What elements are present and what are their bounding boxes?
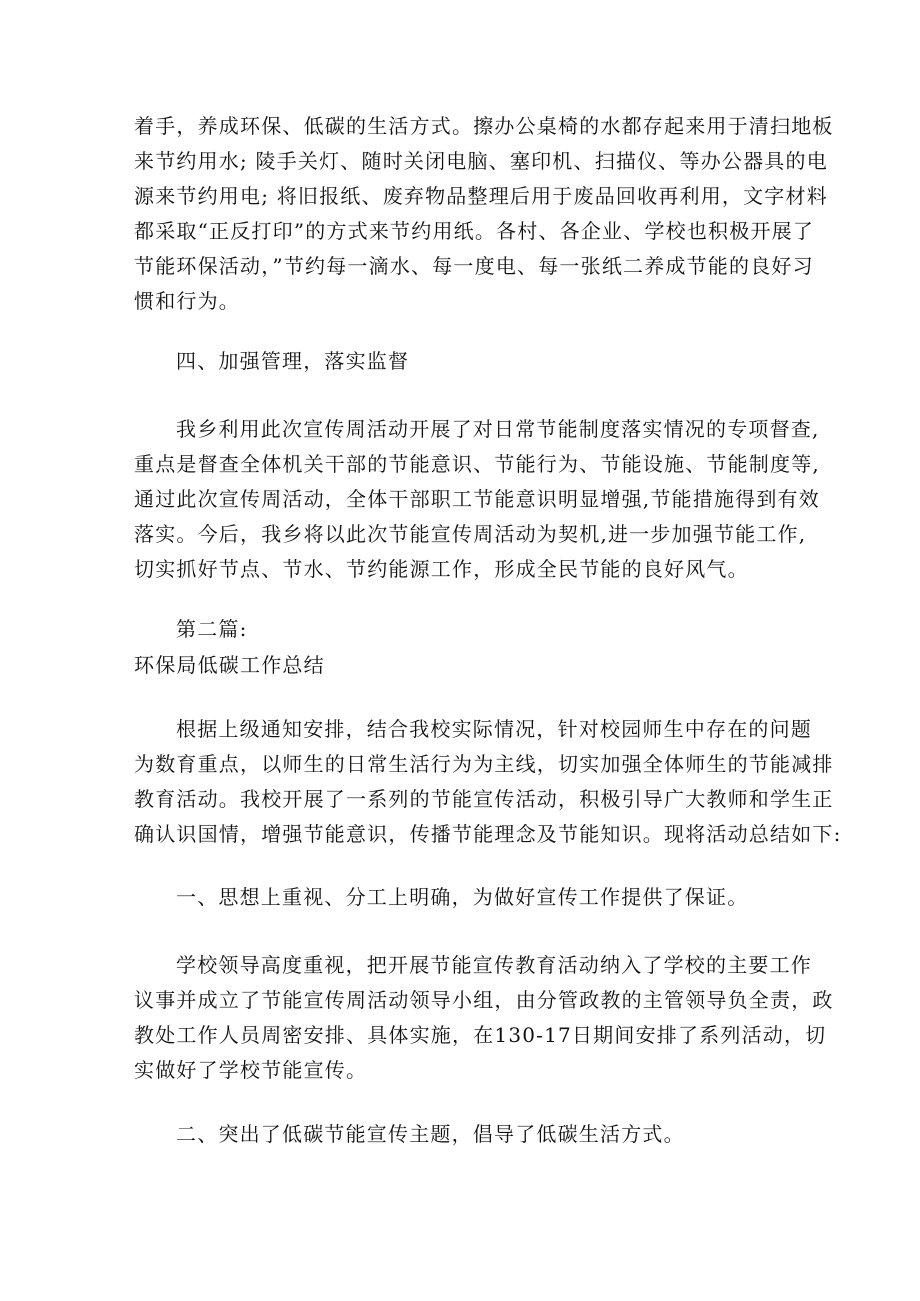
paragraph-school-situation <box>134 712 842 852</box>
section-heading-one <box>134 880 794 915</box>
text-line: 为数育重点，以师生的日常生活行为为主线，切实加强全体师生的节能减排 <box>134 752 834 776</box>
text-line: 着手，养成环保、低碳的生活方式。擦办公桌椅的水都存起来用于清扫地板 <box>134 114 834 138</box>
heading-text: 四、加强管理，落实监督 <box>176 349 410 373</box>
text-line: 教处工作人员周密安排、具体实施，在130-17日期间安排了系列活动，切 <box>134 1023 827 1047</box>
text-line: 节能环保活动，”节约每一滴水、每一度电、每一张纸二养成节能的良好习 <box>134 254 814 278</box>
section-two-title <box>134 648 794 683</box>
section-label: 第二篇: <box>176 617 248 641</box>
text-line: 确认识国情，增强节能意识，传播节能理念及节能知识。现将活动总结如下: <box>134 822 842 846</box>
text-line: 实做好了学校节能宣传。 <box>134 1058 368 1082</box>
text-line: 落实。今后，我乡将以此次节能宣传周活动为契机,进一步加强节能工作, <box>134 522 807 546</box>
text-line: 教育活动。我校开展了一系列的节能宣传活动，积极引导广大教师和学生正 <box>134 787 834 811</box>
heading-text: 二、突出了低碳节能宣传主题，倡导了低碳生活方式。 <box>176 1122 685 1146</box>
text-line: 切实抓好节点、节水、节约能源工作，形成全民节能的良好风气。 <box>134 557 749 581</box>
text-line: 重点是督查全体机关干部的节能意识、节能行为、节能设施、节能制度等, <box>134 452 820 476</box>
section-heading-two <box>134 1117 794 1152</box>
text-line: 来节约用水; 陵手关灯、随时关闭电脑、塞印机、扫描仪、等办公器具的电 <box>134 149 828 173</box>
section-title: 环保局低碳工作总结 <box>134 653 325 677</box>
text-line: 学校领导高度重视，把开展节能宣传教育活动纳入了学校的主要工作 <box>176 953 812 977</box>
paragraph-supervision <box>134 412 820 587</box>
paragraph-leadership <box>134 948 834 1088</box>
section-heading-four <box>134 344 794 379</box>
text-line: 我乡利用此次宣传周活动开展了对日常节能制度落实情况的专项督查, <box>176 417 820 441</box>
text-line: 都采取“正反打印”的方式来节约用纸。各村、各企业、学校也积极开展了 <box>134 219 815 243</box>
heading-text: 一、思想上重视、分工上明确，为做好宣传工作提供了保证。 <box>176 885 749 909</box>
section-two-label <box>134 612 794 647</box>
text-line: 根据上级通知安排，结合我校实际情况，针对校园师生中存在的问题 <box>176 717 812 741</box>
paragraph-energy-saving-habits <box>134 109 834 319</box>
text-line: 通过此次宣传周活动，全体干部职工节能意识明显增强,节能措施得到有效 <box>134 487 820 511</box>
text-line: 惯和行为。 <box>134 289 240 313</box>
text-line: 源来节约用电; 将旧报纸、废弃物品整理后用于废品回收再利用，文字材料 <box>134 184 828 208</box>
text-line: 议事并成立了节能宣传周活动领导小组，由分管政教的主管领导负全责，政 <box>134 988 834 1012</box>
